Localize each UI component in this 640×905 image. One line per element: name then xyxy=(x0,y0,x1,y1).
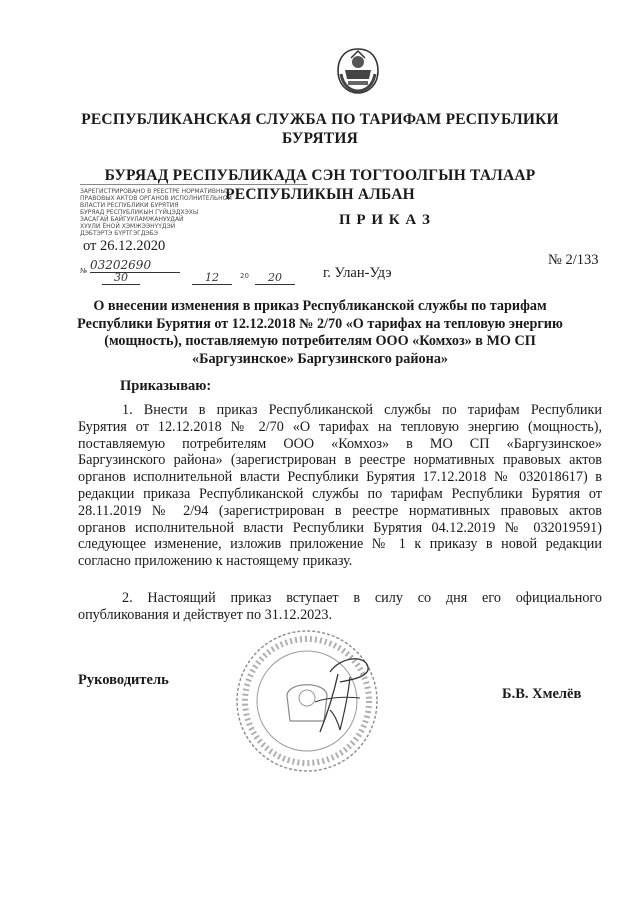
stamp-line: ПРАВОВЫХ АКТОВ ОРГАНОВ ИСПОЛНИТЕЛЬНОЙ xyxy=(80,195,232,202)
order-date: от 26.12.2020 xyxy=(83,238,166,254)
stamp-line: ЗАРЕГИСТРИРОВАНО В РЕЕСТРЕ НОРМАТИВНЫХ xyxy=(80,188,230,195)
paragraph-line: 28.11.2019 № 2/94 (зарегистрирован в реестре нормативных правовых актов xyxy=(78,502,602,519)
stamp-line: ХУУЛИ ЁНОЙ ХЭМЖЭЭНҮҮДЭЙ xyxy=(80,223,176,230)
org-bua-line: РЕСПУБЛИКЫН АЛБАН xyxy=(225,186,415,203)
reg-day-handwritten: 30 xyxy=(102,271,140,285)
paragraph-line: Бурятия от 12.12.2018 № 2/70 «О тарифах на тепловую энергию (мощность), xyxy=(78,418,602,435)
paragraph-line: редакции приказа Республиканской службы по тарифам Республики Бурятия от xyxy=(78,485,602,502)
title-line: (мощность), поставляемую потребителям ООО «Комхоз» в МО СП xyxy=(104,333,536,349)
stamp-line: ЗАСАГАЙ БАЙГУУЛАМЖАНУУДАЙ xyxy=(80,216,184,223)
signatory-name: Б.В. Хмелёв xyxy=(502,686,582,702)
stamp-line: ДЭБТЭРТЭ БҮРТГЭГДЭБЭ xyxy=(80,230,158,237)
reg-month-handwritten: 12 xyxy=(192,271,232,285)
handwritten-signature-icon xyxy=(300,652,380,742)
city: г. Улан-Удэ xyxy=(323,265,392,281)
paragraph-line: опубликования и действует по 31.12.2023. xyxy=(78,606,332,623)
order-number: № 2/133 xyxy=(548,252,599,268)
paragraph-line: следующее изменение, изложив приложение № 1 к приказу в новой редакции xyxy=(78,536,602,553)
paragraph-line: 1. Внести в приказ Республиканской службы по тарифам Республики xyxy=(122,402,602,418)
document-type: П Р И К А З xyxy=(339,212,431,228)
org-bua-line: БУРЯАД РЕСПУБЛИКАДА СЭН ТОГТООЛГЫН ТАЛААР xyxy=(104,167,536,184)
paragraph-line: органов исполнительной власти Республики Бурятия 17.12.2018 № 032018617) в xyxy=(78,469,602,486)
stamp-line: ВЛАСТИ РЕСПУБЛИКИ БУРЯТИЯ xyxy=(80,202,179,209)
organization-name-ru xyxy=(0,110,640,148)
paragraph-line: Баргузинского района» (зарегистрирован в реестре нормативных правовых актов xyxy=(78,452,602,469)
org-ru-line: РЕСПУБЛИКАНСКАЯ СЛУЖБА ПО ТАРИФАМ РЕСПУБЛИКИ xyxy=(81,111,559,128)
reg-number-prefix: № xyxy=(80,267,88,275)
reg-number-handwritten: 03202690 xyxy=(90,258,180,273)
paragraph-line: поставляемую потребителям ООО «Комхоз» в МО СП «Баргузинское» xyxy=(78,435,602,452)
paragraph-2 xyxy=(78,590,602,624)
org-ru-line: БУРЯТИЯ xyxy=(282,130,358,147)
reg-year-handwritten: 20 xyxy=(255,271,295,285)
stamp-line: БУРЯАД РЕСПУБЛИКЫН ГҮЙЦЭДХЭХЫ xyxy=(80,209,199,216)
registration-number-line xyxy=(80,258,300,282)
signatory-position: Руководитель xyxy=(78,672,169,688)
paragraph-1 xyxy=(78,402,602,570)
title-line: О внесении изменения в приказ Республиканской службы по тарифам xyxy=(93,298,547,314)
paragraph-line: согласно приложению к настоящему приказу. xyxy=(78,553,353,570)
paragraph-line: 2. Настоящий приказ вступает в силу со дня его официального xyxy=(122,590,602,606)
order-word: Приказываю: xyxy=(120,378,212,394)
title-line: Республики Бурятия от 12.12.2018 № 2/70 «О тарифах на тепловую энергию xyxy=(77,315,563,332)
reg-year-prefix: 20 xyxy=(240,272,249,280)
title-line: «Баргузинское» Баргузинского района» xyxy=(191,350,449,367)
paragraph-line: органов исполнительной власти Республики Бурятия 04.12.2019 № 032019591) xyxy=(78,519,602,536)
order-title xyxy=(0,298,640,368)
coat-of-arms-icon xyxy=(333,46,383,96)
